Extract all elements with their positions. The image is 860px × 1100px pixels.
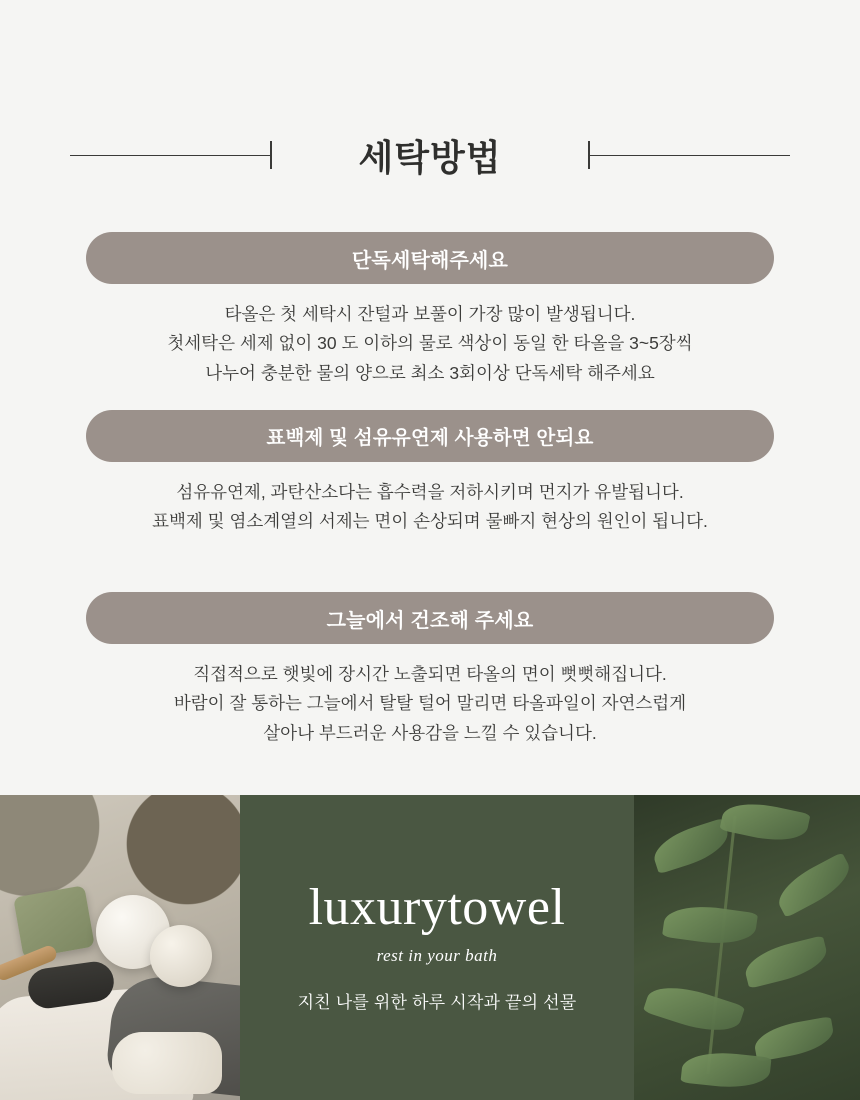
footer-banner [0,795,860,1100]
title-rule-left [70,155,270,156]
green-leaves-photo [634,795,860,1100]
body-line: 타올은 첫 세탁시 잔털과 보풀이 가장 많이 발생됩니다. [224,304,636,324]
spa-soap-photo [0,795,240,1100]
section-no-bleach-softener [86,410,774,537]
brand-tagline: rest in your bath [376,946,498,965]
body-line: 표백제 및 염소계열의 서제는 면이 손상되며 물빠지 현상의 원인이 됩니다. [152,511,708,532]
brand-name: luxurytowel [308,879,566,936]
title-rule-right [590,155,790,156]
body-line: 바람이 잘 통하는 그늘에서 탈탈 털어 말리면 타올파일이 자연스럽게 [173,693,687,714]
body-line: 첫세탁은 세제 없이 30 도 이하의 물로 색상이 동일 한 타올을 3~5장씩 [167,333,693,354]
section-shade-dry [86,592,774,748]
section-body [86,478,774,537]
body-line: 살아나 부드러운 사용감을 느낄 수 있습니다. [263,722,597,743]
white-soap-round-2 [150,925,212,987]
sponge-shape [112,1032,222,1094]
section-heading: 그늘에서 건조해 주세요 [86,592,774,644]
body-line: 직접적으로 햇빛에 장시간 노출되면 타올의 면이 뻣뻣해집니다. [193,664,667,684]
body-line: 나누어 충분한 물의 양으로 최소 3회이상 단독세탁 해주세요 [205,362,655,383]
section-body [86,660,774,748]
title-tick-left [270,141,272,169]
brand-subtitle: 지친 나를 위한 하루 시작과 끝의 선물 [297,993,577,1012]
page-title: 세탁방법 [358,136,502,178]
page-title-row [0,122,860,188]
section-single-wash [86,232,774,388]
section-heading: 표백제 및 섬유유연제 사용하면 안되요 [86,410,774,462]
section-heading: 단독세탁해주세요 [86,232,774,284]
body-line: 섬유유연제, 과탄산소다는 흡수력을 저하시키며 먼지가 유발됩니다. [176,482,684,502]
section-body [86,300,774,388]
brand-block [240,795,634,1100]
